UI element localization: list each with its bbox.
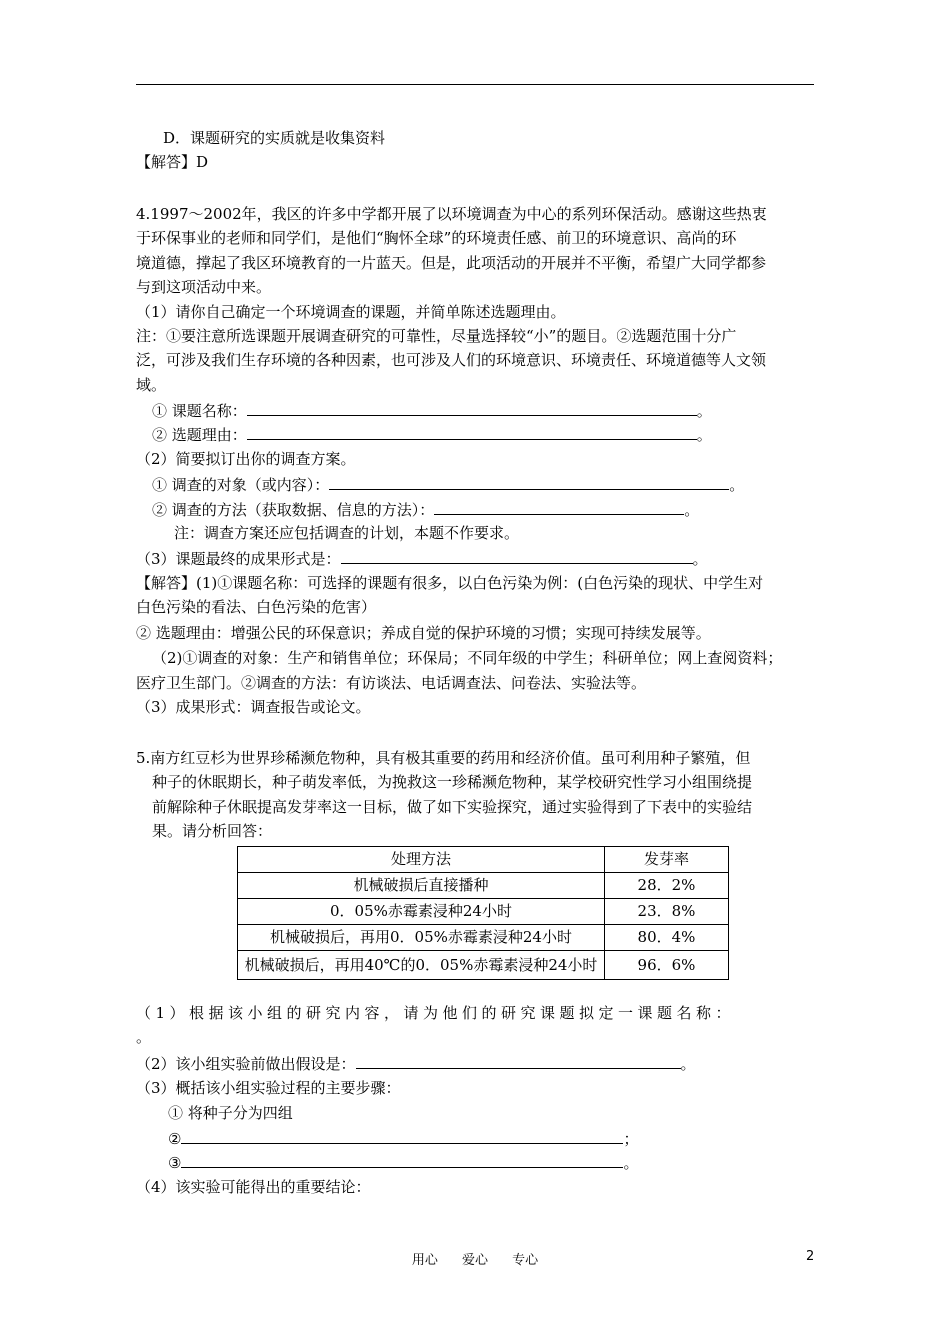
- method-cell: 机械破损后直接播种: [238, 873, 605, 899]
- table-header-row: [238, 847, 729, 873]
- q4-answer-line: 医疗卫生部门。②调查的方法：有访谈法、电话调查法、问卷法、实验法等。: [136, 674, 647, 692]
- header-rate: 发芽率: [605, 847, 729, 873]
- period: 。: [692, 550, 708, 568]
- q4-answer-line: （2)①调查的对象：生产和销售单位；环保局；不同年级的中学生；科研单位；网上查阅资料；: [152, 649, 783, 667]
- q4-note-line: 注：①要注意所选课题开展调查研究的可靠性，尽量选择较“小”的题目。②选题范围十分广: [136, 327, 737, 345]
- topic-reason-label: ② 选题理由：: [152, 426, 247, 444]
- period: 。: [729, 476, 745, 494]
- q5-step2-row: [168, 1128, 638, 1149]
- q5-intro-line: 前解除种子休眠提高发芽率这一目标，做了如下实验探究，通过实验得到了下表中的实验结: [152, 798, 753, 816]
- step2-label: ②: [168, 1130, 182, 1148]
- q5-step3-row: [168, 1152, 638, 1173]
- table-row: [238, 951, 729, 980]
- q4-answer-line: 【解答】(1)①课题名称：可选择的课题有很多，以白色污染为例：(白色污染的现状、中学生对: [136, 574, 764, 592]
- method-blank[interactable]: [434, 499, 684, 515]
- q4-note-line: 域。: [136, 376, 167, 394]
- q5-intro-line: 果。请分析回答：: [152, 822, 273, 840]
- method-cell: 机械破损后，再用0．05%赤霉素浸种24小时: [238, 925, 605, 951]
- object-blank[interactable]: [329, 474, 729, 490]
- q3-answer: 【解答】D: [136, 153, 209, 171]
- topic-name-blank[interactable]: [247, 400, 697, 416]
- q4-answer-line: （3）成果形式：调查报告或论文。: [136, 698, 371, 716]
- rate-cell: 96．6%: [605, 951, 729, 980]
- q5-q2-row: [136, 1053, 696, 1074]
- page-number: 2: [806, 1249, 815, 1264]
- table-row: [238, 925, 729, 951]
- topic-name-label: ① 课题名称：: [152, 402, 247, 420]
- q5-q1-end: 。: [136, 1028, 152, 1046]
- q4-intro-line: 境道德，撑起了我区环境教育的一片蓝天。但是，此项活动的开展并不平衡，希望广大同学都参: [136, 254, 767, 272]
- header-method: 处理方法: [238, 847, 605, 873]
- footer-item: 爱心: [461, 1253, 488, 1268]
- period: 。: [696, 402, 712, 420]
- rate-cell: 23．8%: [605, 899, 729, 925]
- topic-reason-blank[interactable]: [247, 424, 697, 440]
- object-label: ① 调查的对象（或内容）：: [152, 476, 330, 494]
- table-row: [238, 873, 729, 899]
- results-table: [237, 846, 729, 980]
- q5-q4-label: （4）该实验可能得出的重要结论：: [136, 1178, 371, 1196]
- q5-step1: ① 将种子分为四组: [168, 1104, 293, 1122]
- step3-blank[interactable]: [181, 1152, 623, 1168]
- q4-note-line: 泛，可涉及我们生存环境的各种因素，也可涉及人们的环境意识、环境责任、环境道德等人文领: [136, 351, 767, 369]
- q5-q1: （1）根据该小组的研究内容，请为他们的研究课题拟定一课题名称：: [136, 1004, 736, 1022]
- q5-q3-label: （3）概括该小组实验过程的主要步骤：: [136, 1079, 401, 1097]
- q3-option-d: D．课题研究的实质就是收集资料: [163, 129, 386, 147]
- q4-topic-reason-row: [152, 424, 712, 445]
- semicolon: ；: [623, 1130, 639, 1148]
- hypothesis-blank[interactable]: [356, 1053, 681, 1069]
- q4-note2: 注：调查方案还应包括调查的计划，本题不作要求。: [174, 524, 520, 542]
- outcome-blank[interactable]: [341, 548, 693, 564]
- q5-intro-line: 5.南方红豆杉为世界珍稀濒危物种，具有极其重要的药用和经济价值。虽可利用种子繁殖，但: [136, 749, 751, 767]
- rate-cell: 80．4%: [605, 925, 729, 951]
- q4-answer-line: ② 选题理由：增强公民的环保意识；养成自觉的保护环境的习惯；实现可持续发展等。: [136, 624, 711, 642]
- q4-part3-row: [136, 548, 708, 569]
- q4-topic-name-row: [152, 400, 712, 421]
- step2-blank[interactable]: [181, 1128, 623, 1144]
- step3-label: ③: [168, 1154, 182, 1172]
- header-rule: [136, 84, 814, 85]
- footer-item: 用心: [411, 1253, 438, 1268]
- period: 。: [696, 426, 712, 444]
- method-label: ② 调查的方法（获取数据、信息的方法）：: [152, 501, 435, 519]
- table-row: [238, 899, 729, 925]
- rate-cell: 28．2%: [605, 873, 729, 899]
- footer-item: 专心: [512, 1253, 539, 1268]
- q5-intro-line: 种子的休眠期长，种子萌发率低，为挽救这一珍稀濒危物种，某学校研究性学习小组围绕提: [152, 773, 753, 791]
- period: 。: [684, 501, 700, 519]
- q4-intro-line: 与到这项活动中来。: [136, 278, 272, 296]
- q4-intro-line: 4.1997～2002年，我区的许多中学都开展了以环境调查为中心的系列环保活动。感谢这些热衷: [136, 205, 767, 223]
- q4-answer-line: 白色污染的看法、白色污染的危害）: [136, 598, 377, 616]
- q4-method-row: [152, 499, 699, 520]
- method-cell: 机械破损后，再用40℃的0．05%赤霉素浸种24小时: [238, 951, 605, 980]
- q4-object-row: [152, 474, 744, 495]
- method-cell: 0．05%赤霉素浸种24小时: [238, 899, 605, 925]
- q4-intro-line: 于环保事业的老师和同学们，是他们“胸怀全球”的环境责任感、前卫的环境意识、高尚的环: [136, 229, 737, 247]
- q2-label: （2）该小组实验前做出假设是：: [136, 1055, 356, 1073]
- q4-part2: （2）简要拟订出你的调查方案。: [136, 450, 356, 468]
- q4-part1: （1）请你自己确定一个环境调查的课题，并简单陈述选题理由。: [136, 303, 566, 321]
- part3-label: （3）课题最终的成果形式是：: [136, 550, 341, 568]
- period: 。: [680, 1055, 696, 1073]
- period: 。: [623, 1154, 639, 1172]
